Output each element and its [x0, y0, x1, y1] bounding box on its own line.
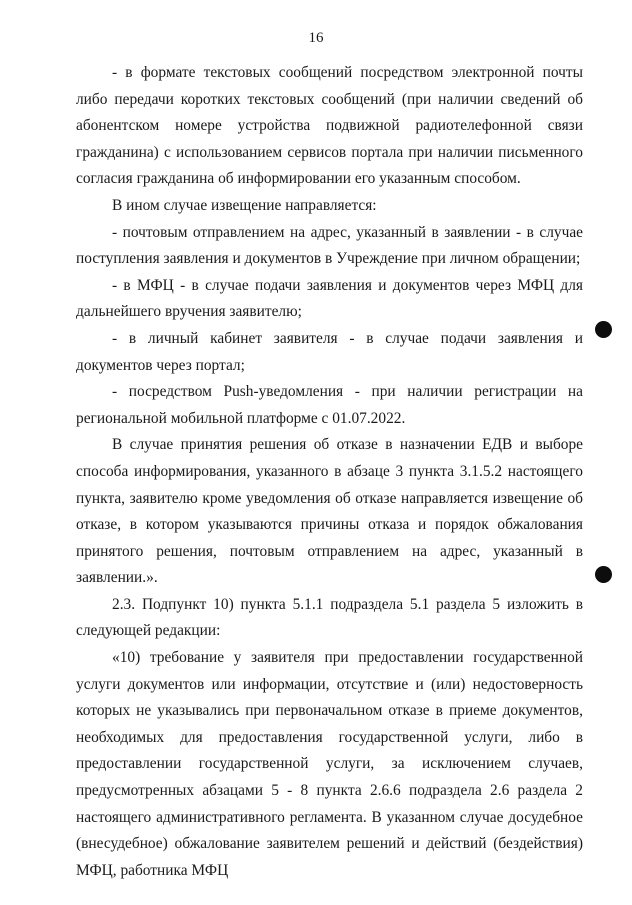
punch-hole-mark	[595, 566, 612, 583]
paragraph-sms-email: - в формате текстовых сообщений посредством электронной почты либо передачи коротких текстовых сообщений (при наличии сведений об абонентском номере устройства подвижной радиотелефонной связи гражданина) с использованием сервисов портала при наличии письменного согласия гражданина об информировании его указанным способом.	[76, 64, 583, 188]
paragraph-personal-account: - в личный кабинет заявителя - в случае подачи заявления и документов через портал;	[76, 329, 583, 374]
punch-hole-mark	[595, 321, 612, 338]
paragraph-mfc: - в МФЦ - в случае подачи заявления и документов через МФЦ для дальнейшего вручения заявителю;	[76, 276, 583, 321]
paragraph-item-10: «10) требование у заявителя при предоставлении государственной услуги документов или информации, отсутствие и (или) недостоверность которых не указывались при первоначальном отказе в приеме документов, необходимых для предоставления государственной услуги, либо в предоставлении государственной услуги, за исключением случаев, предусмотренных абзацами 5 - 8 пункта 2.6.6 подраздела 2.6 раздела 2 настоящего административного регламента. В указанном случае досудебное (внесудебное) обжалование заявителем решений и действий (бездействия) МФЦ, работника МФЦ	[76, 649, 583, 879]
paragraph-refusal: В случае принятия решения об отказе в назначении ЕДВ и выборе способа информирования, указанного в абзаце 3 пункта 3.1.5.2 настоящего пункта, заявителю кроме уведомления об отказе направляется извещение об отказе, в котором указываются причины отказа и порядок обжалования принятого решения, почтовым отправлением на адрес, указанный в заявлении.».	[76, 436, 583, 587]
paragraph-push: - посредством Push-уведомления - при наличии регистрации на региональной мобильной платформе с 01.07.2022.	[76, 383, 583, 427]
document-body	[76, 60, 583, 884]
paragraph-postal: - почтовым отправлением на адрес, указанный в заявлении - в случае поступления заявления и документов в Учреждение при личном обращении;	[76, 223, 583, 268]
paragraph-notice-intro: В ином случае извещение направляется:	[112, 196, 377, 214]
paragraph-subitem-2-3: 2.3. Подпункт 10) пункта 5.1.1 подраздела 5.1 раздела 5 изложить в следующей редакции:	[76, 595, 583, 640]
page-number: 16	[308, 30, 324, 46]
